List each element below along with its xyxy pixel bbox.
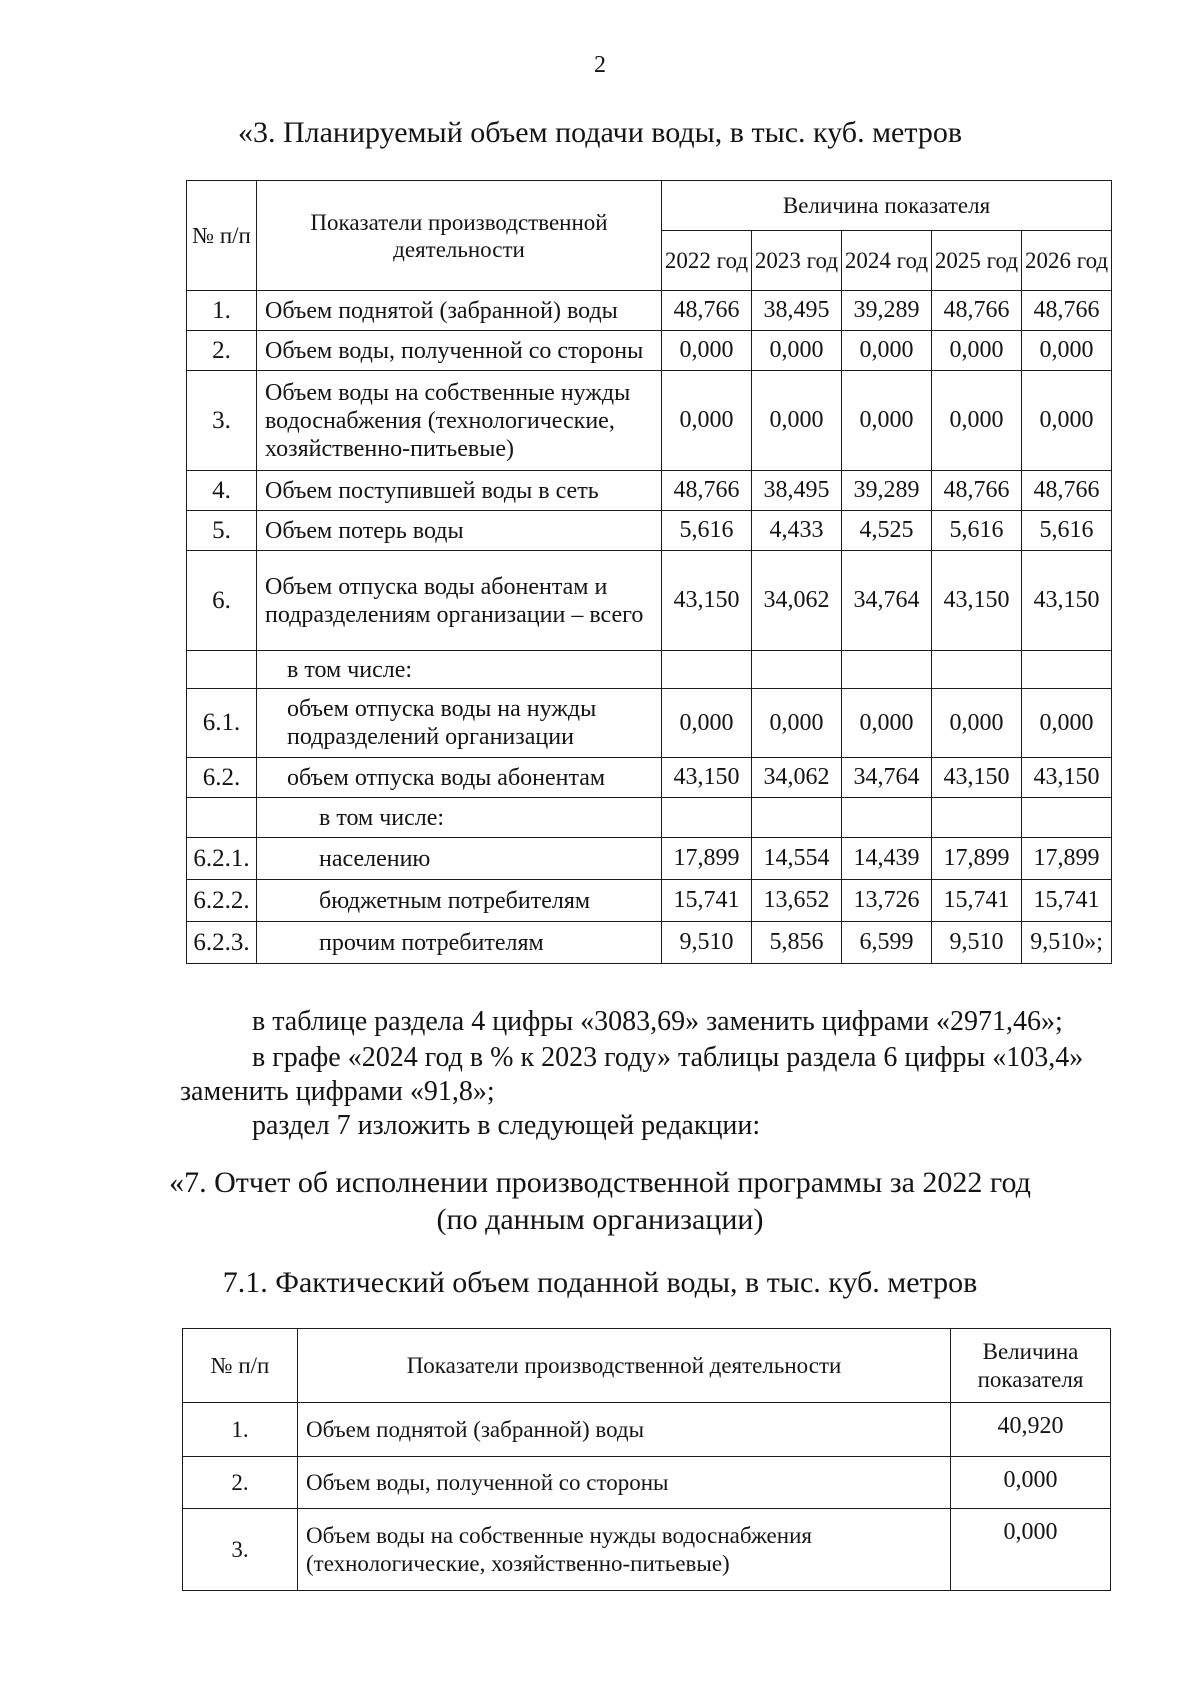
row-value: 0,000 xyxy=(752,371,842,471)
row-value xyxy=(752,798,842,838)
row-value: 9,510 xyxy=(932,922,1022,964)
table-row xyxy=(183,1403,1111,1457)
section-7-title-line-1: «7. Отчет об исполнении производственной программы за 2022 год xyxy=(169,1166,1031,1199)
row-label: населению xyxy=(257,838,662,880)
row-value: 0,000 xyxy=(752,689,842,758)
row-value: 0,000 xyxy=(842,331,932,371)
row-label: бюджетным потребителям xyxy=(257,880,662,922)
paragraph-2-line-1: в графе «2024 год в % к 2023 году» таблицы раздела 6 цифры «103,4» xyxy=(252,1042,1084,1073)
row-value: 0,000 xyxy=(932,371,1022,471)
row-value: 0,000 xyxy=(662,371,752,471)
row-value: 39,289 xyxy=(842,291,932,331)
row-value: 43,150 xyxy=(662,551,752,651)
table-header-row xyxy=(183,1329,1111,1403)
row-value: 14,439 xyxy=(842,838,932,880)
row-value xyxy=(842,651,932,689)
row-value: 38,495 xyxy=(752,291,842,331)
actual-water-supply-table xyxy=(182,1328,1111,1591)
table-row xyxy=(187,471,1112,511)
row-value: 43,150 xyxy=(1022,551,1112,651)
row-value: 43,150 xyxy=(1022,758,1112,798)
table-row xyxy=(183,1509,1111,1591)
column-header-value: Величина показателя xyxy=(662,181,1112,231)
row-number: 6. xyxy=(187,551,257,651)
table-row xyxy=(187,922,1112,964)
column-header-indicator: Показатели производственной деятельности xyxy=(298,1329,951,1403)
table-row xyxy=(187,758,1112,798)
row-value: 4,433 xyxy=(752,511,842,551)
row-value: 0,000 xyxy=(662,689,752,758)
page-number: 2 xyxy=(594,52,606,78)
row-value: 9,510 xyxy=(662,922,752,964)
column-header-value: Величина показателя xyxy=(951,1329,1111,1403)
row-value: 15,741 xyxy=(662,880,752,922)
row-value: 15,741 xyxy=(1022,880,1112,922)
row-value: 17,899 xyxy=(1022,838,1112,880)
row-label: прочим потребителям xyxy=(257,922,662,964)
row-value: 43,150 xyxy=(932,758,1022,798)
table-row xyxy=(187,291,1112,331)
table-row xyxy=(187,371,1112,471)
year-header: 2025 год xyxy=(932,231,1022,291)
row-number: 1. xyxy=(187,291,257,331)
row-label: Объем поднятой (забранной) воды xyxy=(257,291,662,331)
row-label: Объем воды, полученной со стороны xyxy=(298,1457,951,1509)
row-label: Объем поднятой (забранной) воды xyxy=(298,1403,951,1457)
row-label: в том числе: xyxy=(257,798,662,838)
section-7-title-line-2: (по данным организации) xyxy=(436,1203,764,1236)
section-3-title: «3. Планируемый объем подачи воды, в тыс. куб. метров xyxy=(237,116,963,149)
row-number: 6.1. xyxy=(187,689,257,758)
row-value: 48,766 xyxy=(1022,291,1112,331)
row-value: 38,495 xyxy=(752,471,842,511)
row-value xyxy=(1022,798,1112,838)
row-value: 0,000 xyxy=(842,689,932,758)
row-value: 43,150 xyxy=(662,758,752,798)
row-value: 34,062 xyxy=(752,758,842,798)
row-label: в том числе: xyxy=(257,651,662,689)
paragraph-1: в таблице раздела 4 цифры «3083,69» заменить цифрами «2971,46»; xyxy=(252,1006,1063,1037)
row-number: 2. xyxy=(183,1457,298,1509)
row-value: 0,000 xyxy=(932,331,1022,371)
table-row xyxy=(187,689,1112,758)
row-value xyxy=(662,651,752,689)
row-label: Объем отпуска воды абонентам и подразделениям организации – всего xyxy=(257,551,662,651)
row-label: Объем воды, полученной со стороны xyxy=(257,331,662,371)
year-header: 2026 год xyxy=(1022,231,1112,291)
table-row xyxy=(187,511,1112,551)
row-value xyxy=(932,798,1022,838)
column-header-number: № п/п xyxy=(183,1329,298,1403)
row-value: 5,616 xyxy=(1022,511,1112,551)
row-value: 17,899 xyxy=(932,838,1022,880)
row-value: 43,150 xyxy=(932,551,1022,651)
row-number: 3. xyxy=(183,1509,298,1591)
row-number: 6.2.1. xyxy=(187,838,257,880)
column-header-number: № п/п xyxy=(187,181,257,291)
row-number: 6.2.2. xyxy=(187,880,257,922)
planned-water-supply-table xyxy=(186,180,1112,964)
row-number: 6.2. xyxy=(187,758,257,798)
row-number xyxy=(187,651,257,689)
row-value: 13,726 xyxy=(842,880,932,922)
row-value: 0,000 xyxy=(1022,331,1112,371)
row-value: 4,525 xyxy=(842,511,932,551)
row-value: 34,764 xyxy=(842,551,932,651)
table-row xyxy=(187,651,1112,689)
row-value: 9,510»; xyxy=(1022,922,1112,964)
row-number: 2. xyxy=(187,331,257,371)
row-number: 4. xyxy=(187,471,257,511)
row-number: 1. xyxy=(183,1403,298,1457)
row-value: 34,062 xyxy=(752,551,842,651)
table-row xyxy=(187,880,1112,922)
row-value xyxy=(1022,651,1112,689)
row-value: 48,766 xyxy=(932,471,1022,511)
table-row xyxy=(187,331,1112,371)
row-value: 0,000 xyxy=(662,331,752,371)
row-value: 0,000 xyxy=(1022,371,1112,471)
row-label: Объем воды на собственные нужды водоснабжения (технологические, хозяйственно-питьевые) xyxy=(257,371,662,471)
table-row xyxy=(187,838,1112,880)
row-number: 3. xyxy=(187,371,257,471)
table-row xyxy=(187,798,1112,838)
table-row xyxy=(187,551,1112,651)
row-value xyxy=(932,651,1022,689)
row-value: 14,554 xyxy=(752,838,842,880)
section-7-1-subtitle: 7.1. Фактический объем поданной воды, в тыс. куб. метров xyxy=(222,1266,978,1299)
row-number: 6.2.3. xyxy=(187,922,257,964)
row-value: 13,652 xyxy=(752,880,842,922)
row-value: 6,599 xyxy=(842,922,932,964)
year-header: 2024 год xyxy=(842,231,932,291)
row-value: 0,000 xyxy=(1022,689,1112,758)
row-value: 48,766 xyxy=(932,291,1022,331)
column-header-indicator: Показатели производственной деятельности xyxy=(257,181,662,291)
row-value: 0,000 xyxy=(951,1509,1111,1591)
row-value: 17,899 xyxy=(662,838,752,880)
row-label: объем отпуска воды абонентам xyxy=(257,758,662,798)
row-value: 48,766 xyxy=(1022,471,1112,511)
row-value: 0,000 xyxy=(951,1457,1111,1509)
row-value: 34,764 xyxy=(842,758,932,798)
row-value xyxy=(842,798,932,838)
row-number: 5. xyxy=(187,511,257,551)
row-number xyxy=(187,798,257,838)
paragraph-3: раздел 7 изложить в следующей редакции: xyxy=(252,1110,761,1141)
row-value: 48,766 xyxy=(662,471,752,511)
row-label: объем отпуска воды на нужды подразделений организации xyxy=(257,689,662,758)
row-value: 48,766 xyxy=(662,291,752,331)
row-value: 5,856 xyxy=(752,922,842,964)
row-value: 40,920 xyxy=(951,1403,1111,1457)
row-value: 0,000 xyxy=(842,371,932,471)
row-label: Объем воды на собственные нужды водоснабжения (технологические, хозяйственно-питьевые) xyxy=(298,1509,951,1591)
row-value: 5,616 xyxy=(932,511,1022,551)
row-value xyxy=(662,798,752,838)
row-value: 15,741 xyxy=(932,880,1022,922)
row-label: Объем поступившей воды в сеть xyxy=(257,471,662,511)
table-row xyxy=(183,1457,1111,1509)
row-label: Объем потерь воды xyxy=(257,511,662,551)
row-value: 0,000 xyxy=(932,689,1022,758)
row-value xyxy=(752,651,842,689)
year-header: 2023 год xyxy=(752,231,842,291)
row-value: 0,000 xyxy=(752,331,842,371)
paragraph-2-line-2: заменить цифрами «91,8»; xyxy=(180,1076,495,1107)
row-value: 39,289 xyxy=(842,471,932,511)
row-value: 5,616 xyxy=(662,511,752,551)
year-header: 2022 год xyxy=(662,231,752,291)
